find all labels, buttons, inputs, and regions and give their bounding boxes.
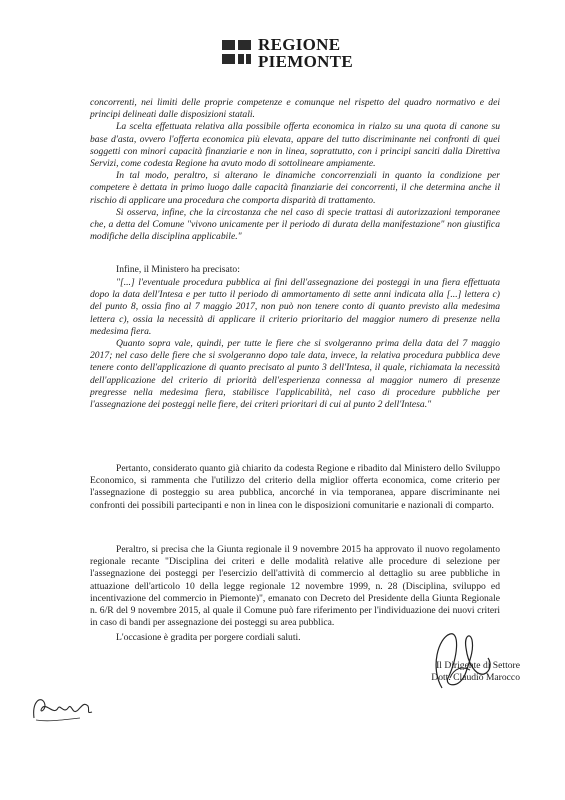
paragraph-8: Pertanto, considerato quanto già chiarito da codesta Regione e ribadito dal Ministero dello Sviluppo Economico, si rammenta che l'utilizzo del criterio della miglior offerta economica, come criterio per l'assegnazione di posteggio su area pubblica, ancorché in via temporanea, appare discriminante nei confronti dei possibili partecipanti e non in linea con le disposizioni comunitarie e nazionali di comparto. xyxy=(90,463,500,511)
signatory-name: Dott. Claudio Marocco xyxy=(431,672,520,683)
paragraph-1: concorrenti, nei limiti delle proprie competenze e comunque nel rispetto del quadro normativo e dei principi delineati dalle disposizioni statali. xyxy=(90,97,500,121)
handwritten-initials xyxy=(28,690,98,726)
ministry-intro xyxy=(90,264,500,276)
paragraph-7: Quanto sopra vale, quindi, per tutte le fiere che si svolgeranno prima della data del 7 maggio 2017; nel caso delle fiere che si svolgeranno dopo tale data, invece, la relativa procedura pubblica deve tenere conto dell'applicazione di quanto precisato al punto 3 dell'Intesa, il quale, richiamata la necessità dell'applicazione del criterio di priorità dell'esperienza connessa al maggior numero di presenze pregresse nella medesima fiera, stabilisce l'applicabilità, nel caso di procedure pubbliche per l'assegnazione dei posteggi nelle fiere, dei criteri prioritari di cui al punto 2 dell'Intesa." xyxy=(90,338,500,411)
signatory-title: Il Dirigente di Settore xyxy=(436,660,520,671)
regione-emblem-icon xyxy=(222,38,254,72)
quoted-block-2 xyxy=(90,277,500,411)
quoted-block-1 xyxy=(90,97,500,243)
paragraph-5: Infine, il Ministero ha precisato: xyxy=(116,264,240,275)
paragraph-3: In tal modo, peraltro, si alterano le dinamiche concorrenziali in quanto la condizione per competere è dettata in primo luogo dalle capacità finanziarie dei concorrenti, il che determina anche il rischio di applicare una procedura che comporta disparità di trattamento. xyxy=(90,170,500,206)
paragraph-6: "[...] l'eventuale procedura pubblica ai fini dell'assegnazione dei posteggi in una fiera effettuata dopo la data dell'Intesa e per tutto il periodo di ammortamento di sette anni indicata alla [...] lettera c) del punto 8, ossia fino al 7 maggio 2017, non può non tenere conto di quanto previsto alla medesima lettera c), ossia la necessità di applicare il criterio prioritario del maggior numero di presenze nella medesima fiera. xyxy=(90,277,500,337)
regione-piemonte-logo xyxy=(222,36,382,80)
paragraph-block-peraltro xyxy=(90,544,500,629)
paragraph-10: L'occasione è gradita per porgere cordiali saluti. xyxy=(116,632,301,643)
paragraph-block-pertanto xyxy=(90,463,500,512)
logo-line-1: REGIONE xyxy=(258,35,341,54)
logo-line-2: PIEMONTE xyxy=(258,52,353,71)
paragraph-9: Peraltro, si precisa che la Giunta regionale il 9 novembre 2015 ha approvato il nuovo regolamento regionale recante "Disciplina dei criteri e delle modalità relative alle procedure di selezione per l'assegnazione dei posteggi per l'esercizio dell'attività di commercio al dettaglio su aree pubbliche in attuazione dell'articolo 10 della legge regionale 12 novembre 1999, n. 28 (Disciplina, sviluppo ed incentivazione del commercio in Piemonte)", emanato con Decreto del Presidente della Giunta Regionale n. 6/R del 9 novembre 2015, al quale il Comune può fare riferimento per l'individuazione dei nuovi criteri in caso di bandi per assegnazione dei posteggi su area pubblica. xyxy=(90,544,500,629)
paragraph-2: La scelta effettuata relativa alla possibile offerta economica in rialzo su una quota di canone su base d'asta, ovvero l'offerta economica più elevata, appare del tutto discriminante nei confronti di quei soggetti con minori capacità finanziarie e non in linea, soprattutto, con i principi sanciti dalla Direttiva Servizi, come codesta Regione ha avuto modo di sottolineare ampiamente. xyxy=(90,121,500,170)
paragraph-4: Si osserva, infine, che la circostanza che nel caso di specie trattasi di autorizzazioni temporanee che, a detta del Comune "vivono unicamente per il periodo di durata della manifestazione" non giustifica modifiche della disciplina applicabile." xyxy=(90,206,500,243)
signature-block xyxy=(370,660,520,684)
